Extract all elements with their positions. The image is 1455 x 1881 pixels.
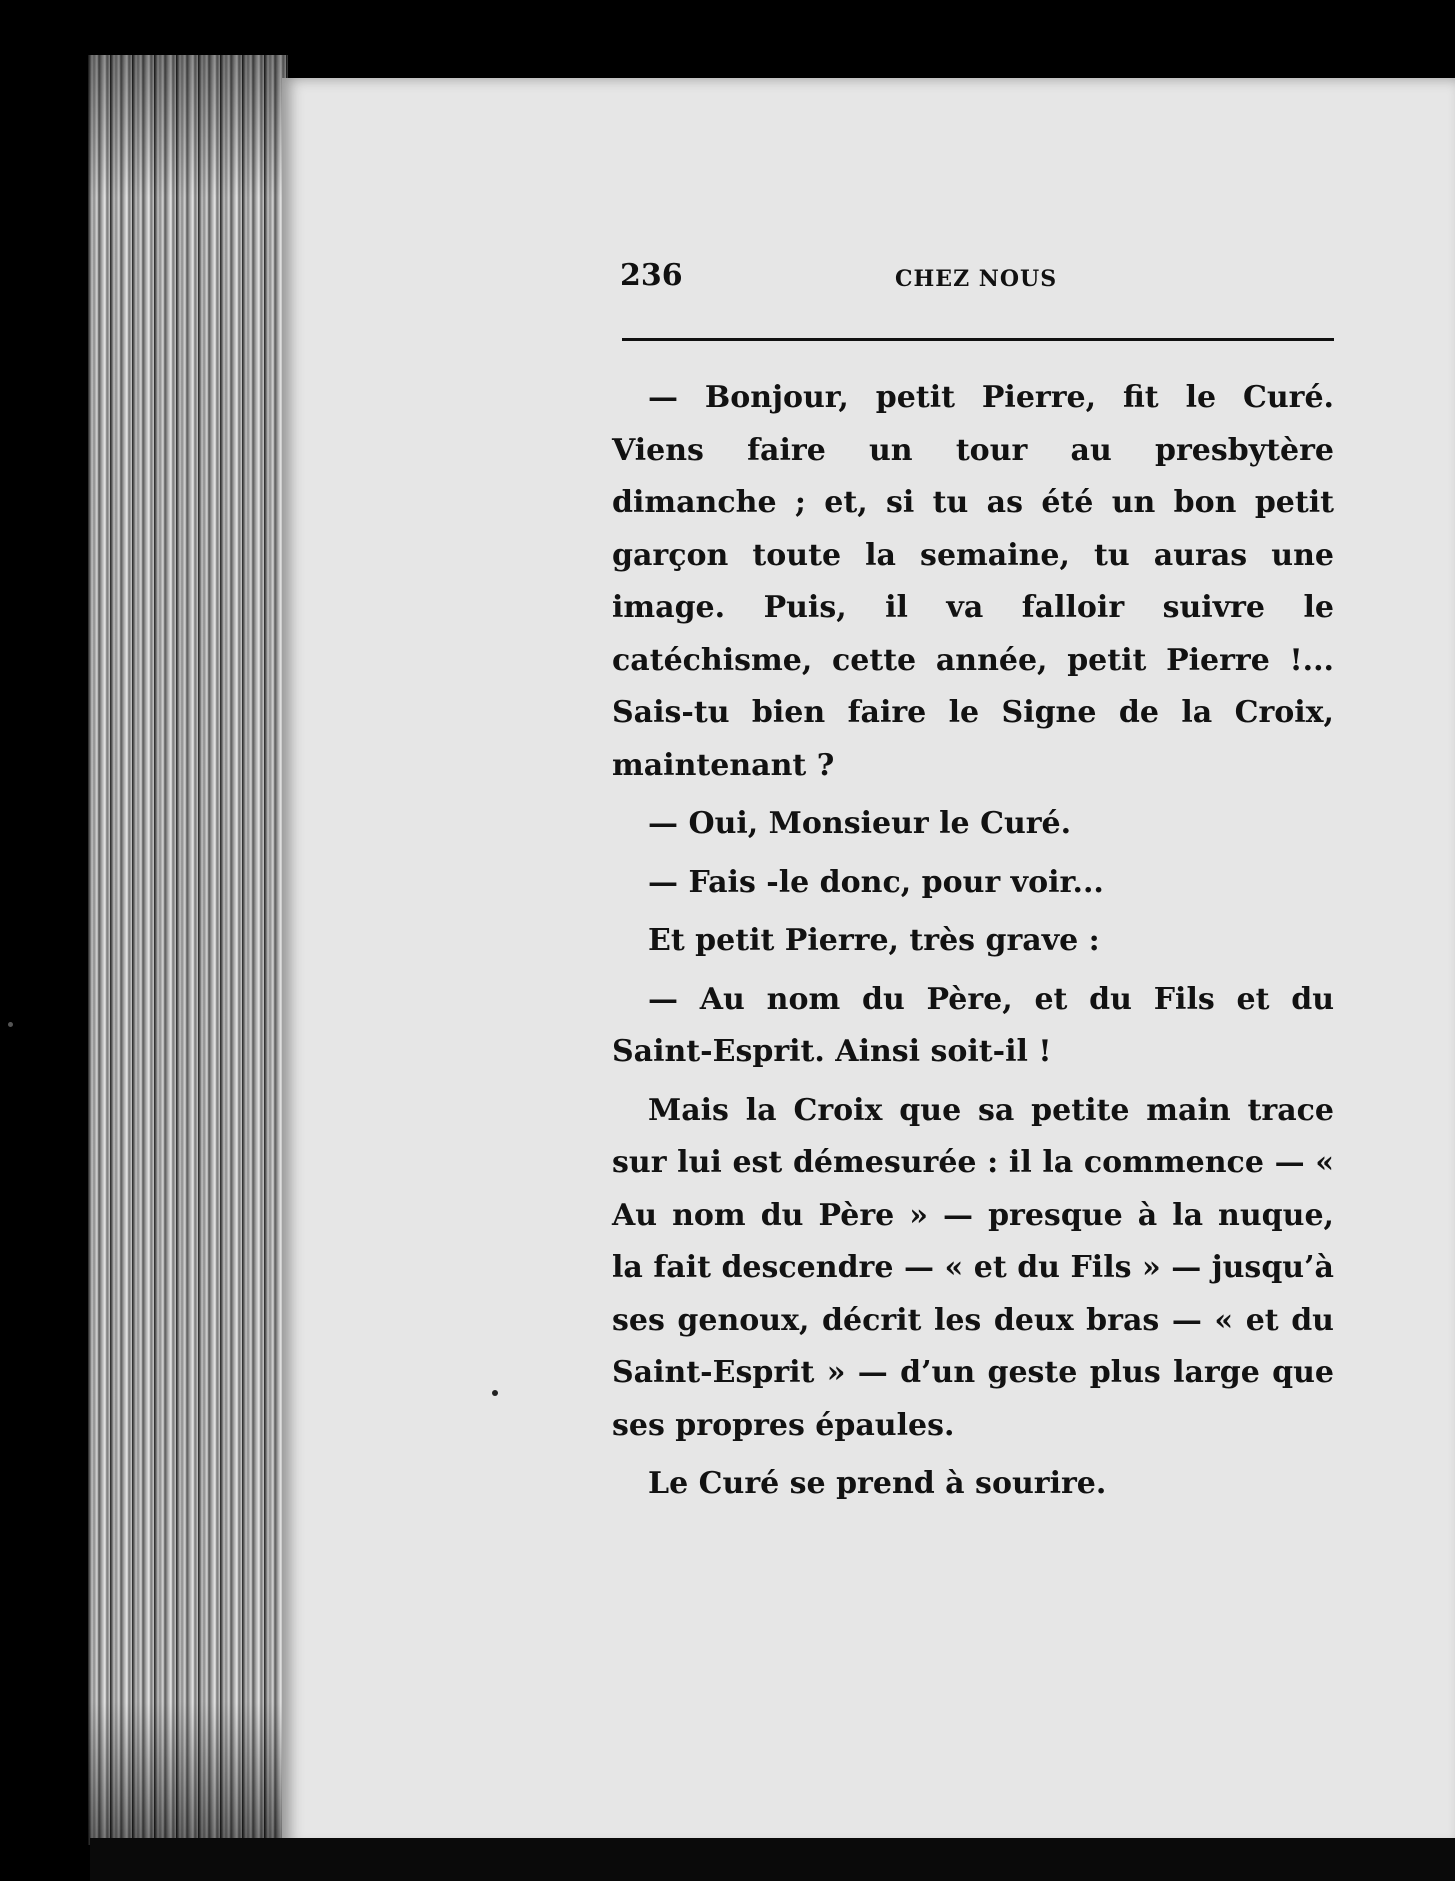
body-text: [612, 372, 1334, 1511]
scan-speck: [492, 1390, 498, 1396]
paragraph: — Au nom du Père, et du Fils et du Saint-Esprit. Ainsi soit-il !: [612, 981, 1334, 1069]
paragraph: Mais la Croix que sa petite main trace sur lui est démesurée : il la commence — « Au nom du Père » — presque à la nuque, la fait descendre — « et du Fils » — jusqu’à ses genoux, décrit les deux bras — « et du Saint-Esprit » — d’un geste plus large que ses propres épaules.: [612, 1092, 1334, 1443]
running-head: [620, 258, 1335, 298]
header-rule: [622, 338, 1334, 341]
paragraph: — Fais -le donc, pour voir...: [648, 864, 1104, 900]
paragraph: Et petit Pierre, très grave :: [648, 923, 1100, 958]
paragraph: Le Curé se prend à sourire.: [648, 1466, 1107, 1501]
scan-speck: [8, 1022, 13, 1027]
paragraph: — Bonjour, petit Pierre, fit le Curé. Viens faire un tour au presbytère dimanche ; et, si tu as été un bon petit garçon toute la semaine, tu auras une image. Puis, il va falloir suivre le catéchisme, cette année, petit Pierre !... Sais-tu bien faire le Signe de la Croix, maintenant ?: [612, 380, 1334, 783]
paragraph: — Oui, Monsieur le Curé.: [648, 806, 1072, 841]
book-page-edges: [88, 55, 288, 1845]
page-number: 236: [620, 258, 683, 293]
running-title: CHEZ NOUS: [895, 266, 1058, 292]
page-bottom-shadow: [90, 1838, 1455, 1881]
